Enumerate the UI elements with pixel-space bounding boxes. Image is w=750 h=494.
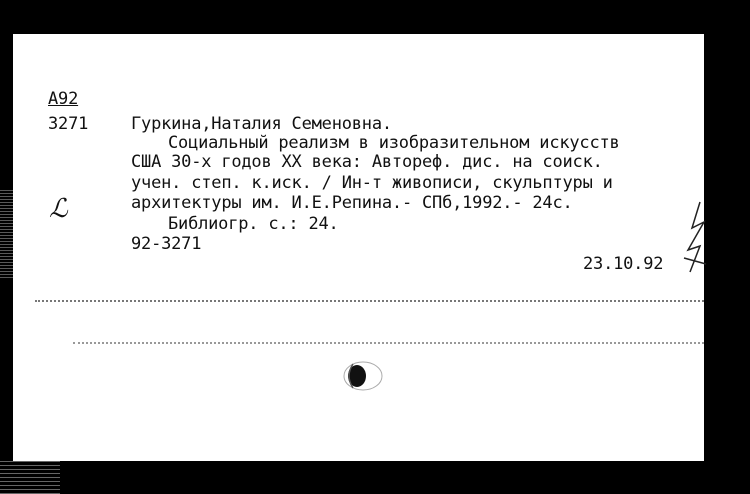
title-line-3: учен. степ. к.иск. / Ин-т живописи, скульптуры и — [131, 173, 613, 193]
rule-2 — [73, 342, 704, 344]
scan-edge-left — [0, 190, 13, 280]
accession-number: 92-3271 — [131, 234, 202, 254]
title-line-1: Социальный реализм в изобразительном искусств — [168, 133, 620, 153]
punch-hole — [341, 358, 387, 394]
catalog-card — [13, 34, 704, 461]
rule-1 — [35, 300, 704, 302]
bibliography-note: Библиогр. с.: 24. — [168, 214, 339, 234]
scan-edge-bottom — [0, 461, 60, 494]
handwritten-mark: ℒ — [49, 194, 68, 224]
title-line-2: США 30-х годов XX века: Автореф. дис. на соиск. — [131, 152, 603, 172]
shelfmark: А92 — [48, 89, 79, 109]
card-number: 3271 — [48, 114, 89, 134]
catalog-date: 23.10.92 — [583, 254, 664, 274]
title-line-4: архитектуры им. И.Е.Репина.- СПб,1992.- 24с. — [131, 193, 573, 213]
signature-scribble — [670, 198, 710, 288]
author-heading: Гуркина,Наталия Семеновна. — [131, 114, 392, 134]
